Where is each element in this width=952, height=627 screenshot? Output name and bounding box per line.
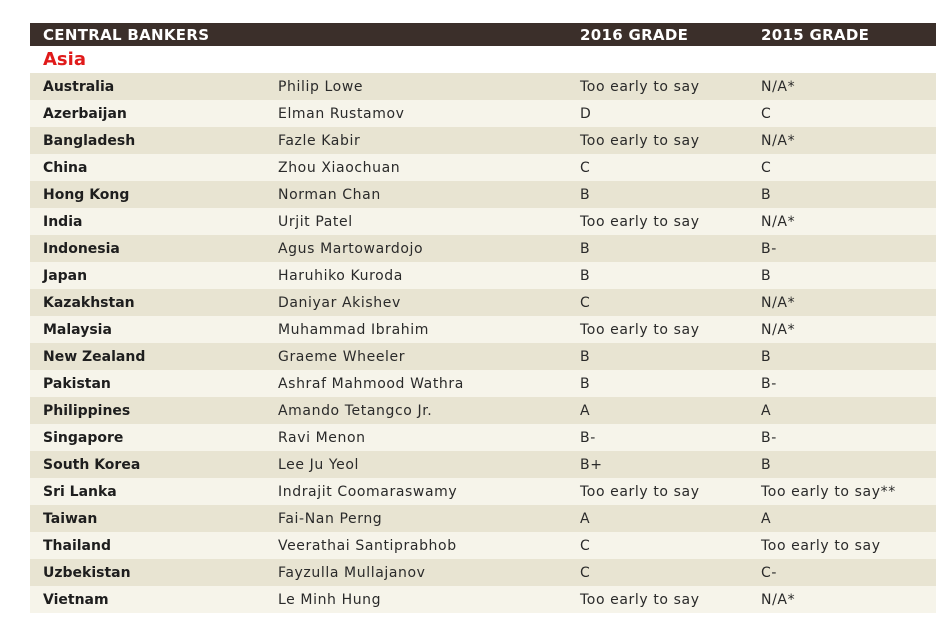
grade-2016-cell: B [580,348,591,365]
table-row [30,478,936,505]
grade-2015-cell: C [761,105,772,122]
table-row [30,208,936,235]
grade-2016-cell: Too early to say [580,591,700,608]
grade-2016-cell: B- [580,429,596,446]
central-bankers-table [30,23,936,613]
grade-2015-cell: B- [761,240,777,257]
header-2016-grade: 2016 GRADE [580,25,689,44]
banker-name-cell: Veerathai Santiprabhob [278,537,457,554]
banker-name-cell: Indrajit Coomaraswamy [278,483,458,500]
table-row [30,505,936,532]
grade-2015-cell: B [761,456,772,473]
country-cell: Indonesia [43,240,120,257]
banker-name-cell: Fazle Kabir [278,132,361,149]
grade-2015-cell: A [761,510,772,527]
banker-name-cell: Elman Rustamov [278,105,405,122]
banker-name-cell: Zhou Xiaochuan [278,159,401,176]
banker-name-cell: Agus Martowardojo [278,240,424,257]
grade-2016-cell: C [580,564,591,581]
grade-2016-cell: D [580,105,592,122]
grade-2015-cell: Too early to say** [761,483,896,500]
grade-2015-cell: C- [761,564,778,581]
banker-name-cell: Fayzulla Mullajanov [278,564,426,581]
country-cell: Pakistan [43,375,111,392]
country-cell: Australia [43,78,115,95]
grade-2015-cell: B [761,348,772,365]
country-cell: Thailand [43,537,111,554]
grade-2015-cell: B- [761,429,777,446]
table-row [30,289,936,316]
table-header [30,23,936,46]
banker-name-cell: Lee Ju Yeol [278,456,360,473]
banker-name-cell: Amando Tetangco Jr. [278,402,433,419]
grade-2015-cell: Too early to say [761,537,881,554]
table-row [30,451,936,478]
grade-2015-cell: B- [761,375,777,392]
table-row [30,559,936,586]
table-row [30,154,936,181]
country-cell: New Zealand [43,348,146,365]
grade-2015-cell: C [761,159,772,176]
country-cell: India [43,213,83,230]
grade-2015-cell: N/A* [761,132,796,149]
header-central-bankers: CENTRAL BANKERS [43,25,210,44]
banker-name-cell: Daniyar Akishev [278,294,401,311]
table-row [30,532,936,559]
table-body [30,73,936,613]
grade-2016-cell: Too early to say [580,321,700,338]
grade-2015-cell: N/A* [761,294,796,311]
section-title-asia: Asia [30,46,936,73]
grade-2016-cell: A [580,510,591,527]
table-row [30,73,936,100]
country-cell: Malaysia [43,321,112,338]
grade-2016-cell: C [580,294,591,311]
banker-name-cell: Urjit Patel [278,213,353,230]
grade-2015-cell: A [761,402,772,419]
grade-2015-cell: N/A* [761,78,796,95]
table-row [30,397,936,424]
header-2015-grade: 2015 GRADE [761,25,870,44]
banker-name-cell: Ravi Menon [278,429,366,446]
banker-name-cell: Muhammad Ibrahim [278,321,429,338]
grade-2016-cell: C [580,537,591,554]
country-cell: Philippines [43,402,131,419]
country-cell: Sri Lanka [43,483,117,500]
country-cell: Hong Kong [43,186,130,203]
grade-2015-cell: N/A* [761,321,796,338]
table-row [30,343,936,370]
country-cell: China [43,159,88,176]
table-row [30,100,936,127]
country-cell: Japan [43,267,88,284]
banker-name-cell: Fai-Nan Perng [278,510,383,527]
banker-name-cell: Le Minh Hung [278,591,382,608]
grade-2015-cell: N/A* [761,591,796,608]
grade-2015-cell: B [761,186,772,203]
grade-2016-cell: B [580,375,591,392]
table-row [30,586,936,613]
country-cell: Vietnam [43,591,109,608]
grade-2016-cell: C [580,159,591,176]
table-row [30,235,936,262]
table-row [30,424,936,451]
banker-name-cell: Ashraf Mahmood Wathra [278,375,464,392]
grade-2016-cell: A [580,402,591,419]
grade-2016-cell: Too early to say [580,483,700,500]
country-cell: Uzbekistan [43,564,131,581]
table-row [30,316,936,343]
country-cell: Bangladesh [43,132,136,149]
table-row [30,181,936,208]
grade-2016-cell: Too early to say [580,213,700,230]
banker-name-cell: Graeme Wheeler [278,348,406,365]
grade-2016-cell: Too early to say [580,132,700,149]
country-cell: Azerbaijan [43,105,127,122]
banker-name-cell: Haruhiko Kuroda [278,267,403,284]
grade-2015-cell: N/A* [761,213,796,230]
table-row [30,370,936,397]
banker-name-cell: Norman Chan [278,186,381,203]
banker-name-cell: Philip Lowe [278,78,364,95]
grade-2016-cell: B+ [580,456,603,473]
country-cell: Taiwan [43,510,98,527]
table-row [30,127,936,154]
grade-2015-cell: B [761,267,772,284]
grade-2016-cell: B [580,240,591,257]
grade-2016-cell: B [580,186,591,203]
table-row [30,262,936,289]
grade-2016-cell: Too early to say [580,78,700,95]
country-cell: South Korea [43,456,141,473]
country-cell: Singapore [43,429,124,446]
country-cell: Kazakhstan [43,294,135,311]
grade-2016-cell: B [580,267,591,284]
